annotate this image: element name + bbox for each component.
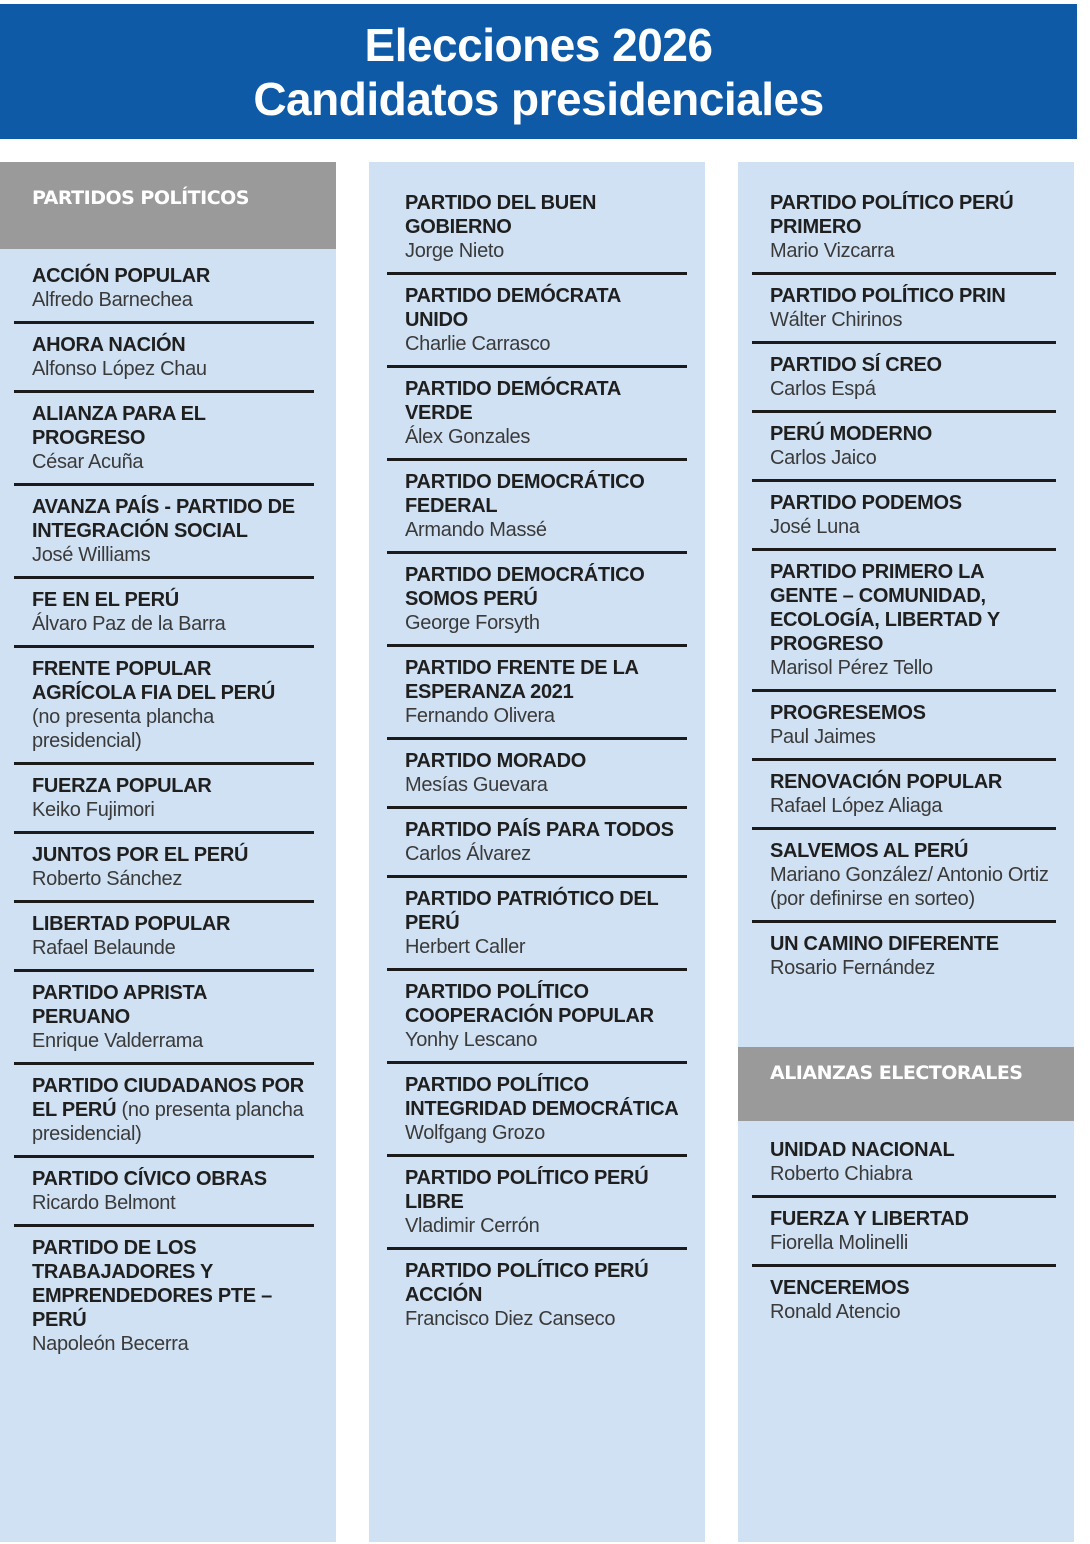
candidate-name: Mesías Guevara: [405, 774, 548, 796]
party-entry: [14, 255, 314, 324]
candidate-name: Marisol Pérez Tello: [770, 657, 933, 679]
party-entry: [387, 554, 687, 647]
candidate-name: José Luna: [770, 516, 860, 538]
party-entry: [387, 809, 687, 878]
party-entry: [387, 740, 687, 809]
party-entry: [387, 1250, 687, 1340]
column-political-parties-2: [369, 162, 705, 1542]
candidate-name: César Acuña: [32, 451, 144, 473]
party-name: [32, 264, 308, 288]
column-political-parties-1: [0, 162, 336, 1542]
party-name-text: RENOVACIÓN POPULAR: [770, 771, 1003, 793]
party-entry: [387, 461, 687, 554]
party-name-text: PARTIDO SÍ CREO: [770, 354, 942, 376]
candidate-name: Álvaro Paz de la Barra: [32, 613, 226, 635]
party-name-text: PARTIDO MORADO: [405, 750, 586, 772]
party-entry: [14, 903, 314, 972]
party-list-2: [369, 162, 705, 1340]
party-name: [770, 839, 1050, 863]
party-entry: [752, 551, 1056, 692]
party-entry: [387, 368, 687, 461]
party-name-text: ALIANZA PARA EL PROGRESO: [32, 403, 206, 449]
party-name: [770, 560, 1050, 656]
party-name: [770, 1207, 1050, 1231]
party-name: [405, 1073, 681, 1121]
party-name-text: FE EN EL PERÚ: [32, 589, 179, 611]
party-name-text: PARTIDO PATRIÓTICO DEL PERÚ: [405, 888, 659, 934]
party-name: [32, 843, 308, 867]
party-name-text: PARTIDO PRIMERO LA GENTE – COMUNIDAD, ECOLOGÍA, LIBERTAD Y PROGRESO: [770, 561, 1000, 655]
party-entry: [752, 830, 1056, 923]
party-entry: [387, 1064, 687, 1157]
candidate-name: Enrique Valderrama: [32, 1030, 203, 1052]
party-name-text: PARTIDO CIUDADANOS POR EL PERÚ: [32, 1075, 304, 1121]
candidate-name: Roberto Chiabra: [770, 1163, 913, 1185]
candidate-name: Alfredo Barnechea: [32, 289, 193, 311]
party-name: [405, 377, 681, 425]
candidate-name: Vladimir Cerrón: [405, 1215, 540, 1237]
party-name-text: FUERZA POPULAR: [32, 775, 212, 797]
party-name-text: VENCEREMOS: [770, 1277, 910, 1299]
party-name-text: PARTIDO DE LOS TRABAJADORES Y EMPRENDEDORES PTE – PERÚ: [32, 1237, 272, 1331]
party-name-text: AVANZA PAÍS - PARTIDO DE INTEGRACIÓN SOCIAL: [32, 496, 295, 542]
page-header: [0, 4, 1077, 139]
party-name: [32, 588, 308, 612]
party-name: [405, 818, 681, 842]
party-name: [32, 1074, 308, 1146]
party-entry: [387, 1157, 687, 1250]
party-list-3: [738, 162, 1074, 989]
party-name-text: PERÚ MODERNO: [770, 423, 932, 445]
party-entry: [752, 761, 1056, 830]
party-note: (no presenta plancha presidencial): [32, 1099, 304, 1145]
party-name: [32, 774, 308, 798]
party-name-text: PARTIDO CÍVICO OBRAS: [32, 1168, 267, 1190]
party-name-text: ACCIÓN POPULAR: [32, 265, 211, 287]
candidate-name: Ronald Atencio: [770, 1301, 901, 1323]
party-name: [32, 402, 308, 450]
party-name: [405, 191, 681, 239]
candidate-name: Rosario Fernández: [770, 957, 935, 979]
party-entry: [752, 1267, 1056, 1333]
candidate-name: Alfonso López Chau: [32, 358, 207, 380]
party-name: [405, 1259, 681, 1307]
party-name-text: UN CAMINO DIFERENTE: [770, 933, 999, 955]
candidate-name: José Williams: [32, 544, 151, 566]
party-entry: [752, 275, 1056, 344]
party-entry: [752, 923, 1056, 989]
candidate-name: Charlie Carrasco: [405, 333, 551, 355]
party-list-1: [0, 249, 336, 1365]
party-name-text: JUNTOS POR EL PERÚ: [32, 844, 249, 866]
party-entry: [752, 182, 1056, 275]
party-entry: [387, 878, 687, 971]
candidate-name: Álex Gonzales: [405, 426, 531, 448]
candidate-name: Armando Massé: [405, 519, 547, 541]
party-name: [770, 1138, 1050, 1162]
candidate-name: Fiorella Molinelli: [770, 1232, 908, 1254]
party-name: [405, 563, 681, 611]
party-name-text: PARTIDO POLÍTICO PERÚ ACCIÓN: [405, 1260, 649, 1306]
candidate-name: George Forsyth: [405, 612, 540, 634]
party-name: [405, 887, 681, 935]
header-title: Elecciones 2026: [364, 19, 713, 71]
candidate-name: Jorge Nieto: [405, 240, 504, 262]
candidate-name: Carlos Álvarez: [405, 843, 531, 865]
party-entry: [387, 971, 687, 1064]
party-name: [770, 701, 1050, 725]
party-name: [405, 470, 681, 518]
party-name: [770, 770, 1050, 794]
party-name-text: PARTIDO DEMOCRÁTICO FEDERAL: [405, 471, 645, 517]
party-name: [770, 284, 1050, 308]
party-entry: [14, 1065, 314, 1158]
party-entry: [14, 765, 314, 834]
party-name-text: AHORA NACIÓN: [32, 334, 186, 356]
section-label-political-parties: PARTIDOS POLÍTICOS: [0, 162, 336, 249]
party-name: [770, 491, 1050, 515]
candidate-name: Wolfgang Grozo: [405, 1122, 545, 1144]
party-entry: [752, 344, 1056, 413]
candidate-name: Carlos Espá: [770, 378, 876, 400]
party-name: [405, 656, 681, 704]
party-name-text: PARTIDO DEMÓCRATA VERDE: [405, 378, 621, 424]
party-name-text: PARTIDO POLÍTICO PERÚ LIBRE: [405, 1167, 649, 1213]
candidate-name: Rafael López Aliaga: [770, 795, 943, 817]
column-political-parties-3: [738, 162, 1074, 1542]
candidate-name: Wálter Chirinos: [770, 309, 903, 331]
party-entry: [387, 647, 687, 740]
party-entry: [14, 648, 314, 765]
party-name: [32, 1236, 308, 1332]
candidate-name: Yonhy Lescano: [405, 1029, 538, 1051]
alliance-list: [738, 1121, 1074, 1333]
party-name-text: PARTIDO POLÍTICO COOPERACIÓN POPULAR: [405, 981, 654, 1027]
party-entry: [752, 482, 1056, 551]
party-name-text: UNIDAD NACIONAL: [770, 1139, 955, 1161]
party-name: [770, 1276, 1050, 1300]
party-entry: [14, 486, 314, 579]
party-entry: [14, 1227, 314, 1365]
candidate-name: Ricardo Belmont: [32, 1192, 176, 1214]
candidate-name: Napoleón Becerra: [32, 1333, 189, 1355]
party-name-text: FRENTE POPULAR AGRÍCOLA FIA DEL PERÚ: [32, 658, 275, 704]
party-entry: [387, 275, 687, 368]
party-entry: [14, 324, 314, 393]
candidate-name: Mariano González/ Antonio Ortiz (por definirse en sorteo): [770, 864, 1049, 910]
party-name-text: FUERZA Y LIBERTAD: [770, 1208, 969, 1230]
party-name: [405, 749, 681, 773]
party-name: [770, 191, 1050, 239]
party-name-text: LIBERTAD POPULAR: [32, 913, 231, 935]
candidate-name: Paul Jaimes: [770, 726, 876, 748]
party-entry: [14, 393, 314, 486]
candidate-name: Herbert Caller: [405, 936, 526, 958]
party-name: [770, 422, 1050, 446]
party-name-text: PARTIDO DEMÓCRATA UNIDO: [405, 285, 621, 331]
party-entry: [14, 972, 314, 1065]
party-entry: [752, 1129, 1056, 1198]
section-label-electoral-alliances: ALIANZAS ELECTORALES: [738, 1047, 1074, 1121]
candidate-name: Carlos Jaico: [770, 447, 877, 469]
candidate-name: Francisco Diez Canseco: [405, 1308, 616, 1330]
party-name: [32, 657, 308, 705]
party-entry: [14, 1158, 314, 1227]
party-name-text: PARTIDO DEL BUEN GOBIERNO: [405, 192, 597, 238]
party-name: [405, 980, 681, 1028]
party-name: [405, 284, 681, 332]
party-entry: [14, 579, 314, 648]
party-name-text: SALVEMOS AL PERÚ: [770, 840, 969, 862]
party-name: [770, 932, 1050, 956]
party-entry: [752, 692, 1056, 761]
party-name: [32, 1167, 308, 1191]
party-name-text: PROGRESEMOS: [770, 702, 926, 724]
party-entry: [387, 182, 687, 275]
party-name-text: PARTIDO PAÍS PARA TODOS: [405, 819, 674, 841]
candidate-name: Mario Vizcarra: [770, 240, 895, 262]
party-name: [405, 1166, 681, 1214]
party-name: [32, 981, 308, 1029]
party-name: [32, 333, 308, 357]
party-name-text: PARTIDO DEMOCRÁTICO SOMOS PERÚ: [405, 564, 645, 610]
party-name-text: PARTIDO POLÍTICO PERÚ PRIMERO: [770, 192, 1014, 238]
candidate-name: Roberto Sánchez: [32, 868, 183, 890]
party-entry: [752, 413, 1056, 482]
party-name-text: PARTIDO FRENTE DE LA ESPERANZA 2021: [405, 657, 638, 703]
party-name-text: PARTIDO POLÍTICO PRIN: [770, 285, 1006, 307]
party-entry: [14, 834, 314, 903]
candidate-name: Rafael Belaunde: [32, 937, 176, 959]
candidate-name: Fernando Olivera: [405, 705, 555, 727]
candidate-name: Keiko Fujimori: [32, 799, 155, 821]
party-name: [32, 912, 308, 936]
candidate-name: (no presenta plancha presidencial): [32, 706, 214, 752]
party-name-text: PARTIDO POLÍTICO INTEGRIDAD DEMOCRÁTICA: [405, 1074, 679, 1120]
party-name-text: PARTIDO APRISTA PERUANO: [32, 982, 207, 1028]
party-entry: [752, 1198, 1056, 1267]
party-name: [32, 495, 308, 543]
header-subtitle: Candidatos presidenciales: [253, 73, 824, 125]
party-name-text: PARTIDO PODEMOS: [770, 492, 962, 514]
party-name: [770, 353, 1050, 377]
